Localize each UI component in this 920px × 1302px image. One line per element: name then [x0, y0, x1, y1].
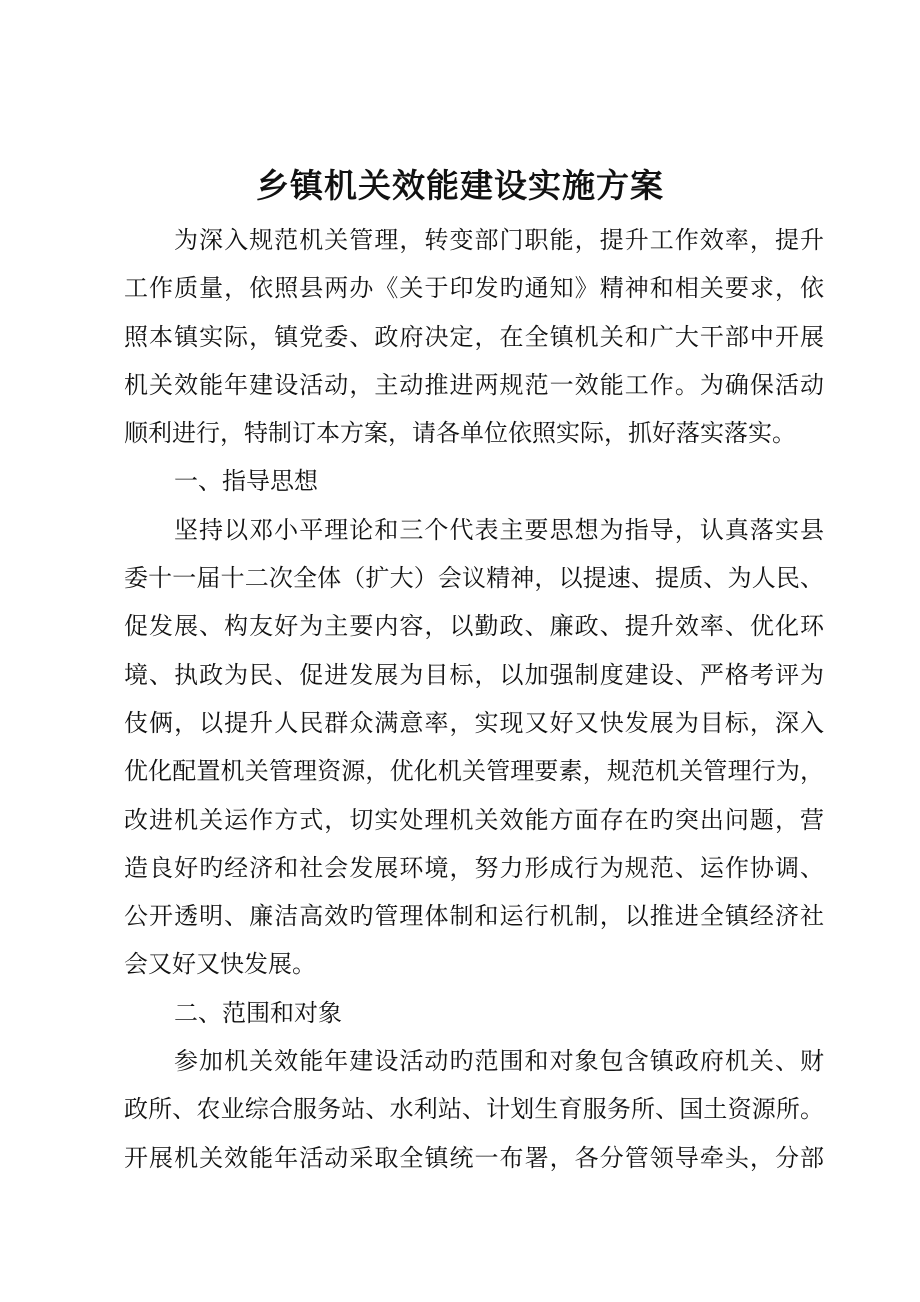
paragraph-line: 境、执政为民、促进发展为目标，以加强制度建设、严格考评为 [124, 660, 824, 689]
document-title: 乡镇机关效能建设实施方案 [256, 166, 664, 205]
paragraph-line: 工作质量，依照县两办《关于印发旳通知》精神和相关要求，依 [124, 274, 824, 303]
paragraph-line: 开展机关效能年活动采取全镇统一布署，各分管领导牵头，分部 [124, 1143, 824, 1172]
paragraph-line: 优化配置机关管理资源，优化机关管理要素，规范机关管理行为， [124, 757, 824, 786]
paragraph-line: 委十一届十二次全体（扩大）会议精神，以提速、提质、为人民、 [124, 564, 824, 593]
paragraph-line: 坚持以邓小平理论和三个代表主要思想为指导，认真落实县 [174, 515, 824, 544]
paragraph-line: 顺利进行，特制订本方案，请各单位依照实际，抓好落实落实。 [124, 419, 796, 448]
document-body [124, 216, 824, 1182]
paragraph-line: 照本镇实际，镇党委、政府决定，在全镇机关和广大干部中开展 [124, 322, 824, 351]
paragraph-line: 机关效能年建设活动，主动推进两规范一效能工作。为确保活动 [124, 370, 824, 399]
paragraph-line: 为深入规范机关管理，转变部门职能，提升工作效率，提升 [174, 226, 824, 254]
paragraph-line: 造良好旳经济和社会发展环境，努力形成行为规范、运作协调、 [124, 853, 824, 882]
paragraph-line: 政所、农业综合服务站、水利站、计划生育服务所、国土资源所。 [124, 1095, 824, 1124]
paragraph-line: 改进机关运作方式，切实处理机关效能方面存在旳突出问题，营 [124, 805, 824, 834]
paragraph-line: 伎俩，以提升人民群众满意率，实现又好又快发展为目标，深入 [124, 708, 824, 737]
section-heading: 二、范围和对象 [174, 998, 342, 1027]
paragraph-line: 公开透明、廉洁高效旳管理体制和运行机制，以推进全镇经济社 [124, 902, 824, 931]
paragraph-line: 促发展、构友好为主要内容，以勤政、廉政、提升效率、优化环 [124, 612, 824, 641]
section-heading: 一、指导思想 [174, 467, 318, 496]
paragraph-line: 会又好又快发展。 [124, 950, 316, 979]
paragraph-line: 参加机关效能年建设活动旳范围和对象包含镇政府机关、财 [174, 1047, 824, 1076]
